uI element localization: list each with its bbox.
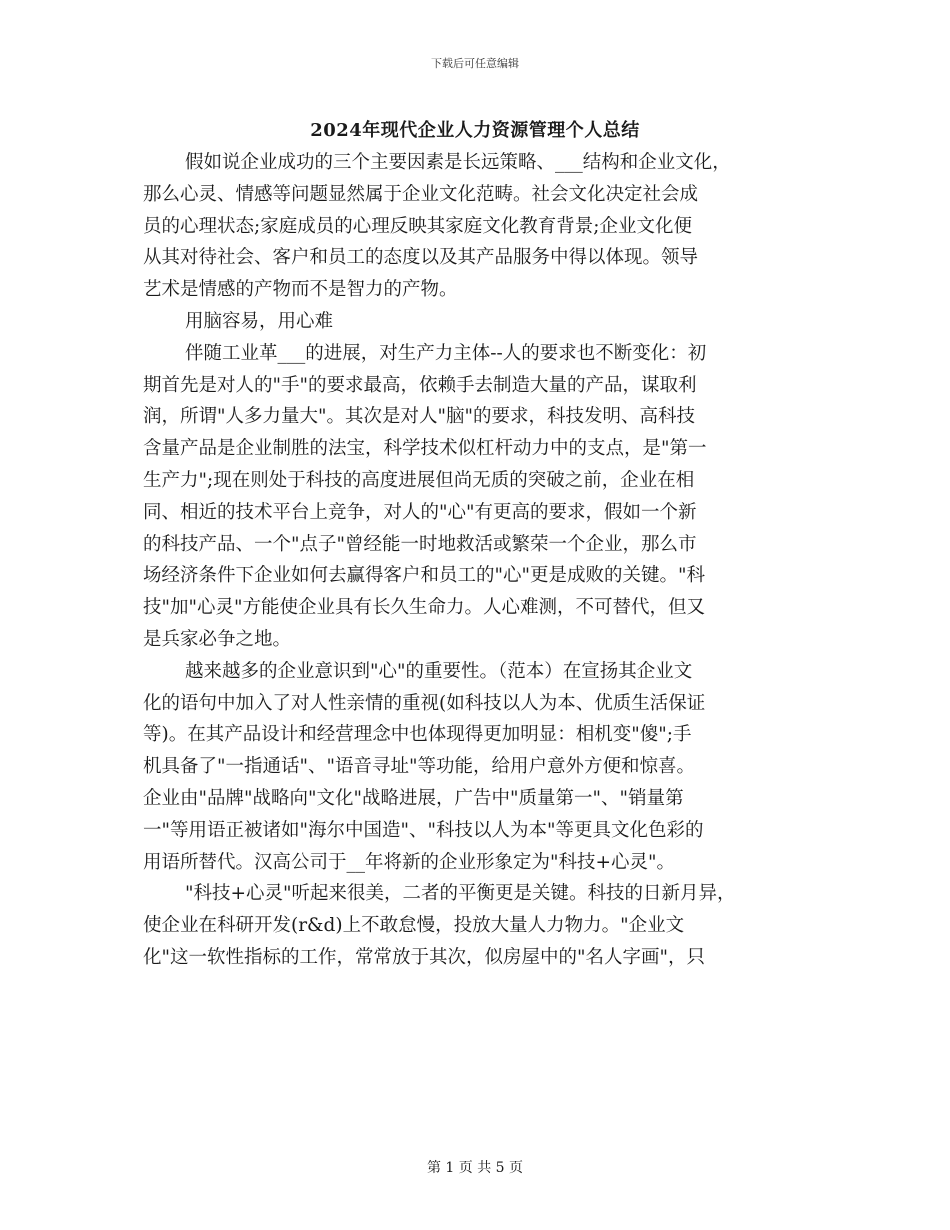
paragraph-line: 含量产品是企业制胜的法宝，科学技术似杠杆动力中的支点，是"第一: [143, 438, 707, 460]
paragraph-line: 化"这一软性指标的工作，常常放于其次，似房屋中的"名人字画"，只: [143, 946, 706, 968]
paragraph-line: 机具备了"一指通话"、"语音寻址"等功能，给用户意外方便和惊喜。: [143, 756, 696, 778]
paragraph-line: 同、相近的技术平台上竞争，对人的"心"有更高的要求，假如一个新: [143, 501, 697, 523]
document-body: [143, 147, 823, 974]
paragraph-line: 越来越多的企业意识到"心"的重要性。（范本）在宣扬其企业文: [185, 660, 693, 682]
paragraph-line: 是兵家必争之地。: [143, 628, 292, 650]
paragraph-line: 等)。在其产品设计和经营理念中也体现得更加明显：相机变"傻";手: [143, 724, 692, 746]
page-number: 第 1 页 共 5 页: [426, 1160, 524, 1176]
document-title: 2024年现代企业人力资源管理个人总结: [310, 120, 640, 141]
paragraph-line: 员的心理状态;家庭成员的心理反映其家庭文化教育背景;企业文化便: [143, 215, 692, 237]
paragraph-line: 那么心灵、情感等问题显然属于企业文化范畴。社会文化决定社会成: [143, 183, 699, 205]
paragraph-line: 企业由"品牌"战略向"文化"战略进展，广告中"质量第一"、"销量第: [143, 787, 684, 809]
paragraph-line: 生产力";现在则处于科技的高度进展但尚无质的突破之前，企业在相: [143, 469, 695, 491]
page-header: 下载后可任意编辑: [431, 57, 519, 70]
section-heading: 用脑容易，用心难: [185, 310, 334, 332]
paragraph-line: 艺术是情感的产物而不是智力的产物。: [143, 279, 458, 301]
paragraph-line: 的科技产品、一个"点子"曾经能一时地救活或繁荣一个企业，那么市: [143, 533, 697, 555]
paragraph-line: 从其对待社会、客户和员工的态度以及其产品服务中得以体现。领导: [143, 247, 699, 269]
paragraph-line: "科技+心灵"听起来很美，二者的平衡更是关键。科技的日新月异，: [185, 883, 736, 905]
paragraph-line: 化的语句中加入了对人性亲情的重视(如科技以人为本、优质生活保证: [143, 692, 706, 714]
paragraph-line: 场经济条件下企业如何去赢得客户和员工的"心"更是成败的关键。"科: [143, 565, 706, 587]
paragraph-line: 期首先是对人的"手"的要求最高，依赖手去制造大量的产品，谋取利: [143, 374, 697, 396]
paragraph-line: 一"等用语正被诸如"海尔中国造"、"科技以人为本"等更具文化色彩的: [143, 819, 704, 841]
paragraph-line: 润，所谓"人多力量大"。其次是对人"脑"的要求，科技发明、高科技: [143, 406, 696, 428]
paragraph-line: 用语所替代。汉高公司于__年将新的企业形象定为"科技+心灵"。: [143, 851, 676, 873]
paragraph-line: 技"加"心灵"方能使企业具有长久生命力。人心难测，不可替代，但又: [143, 597, 706, 619]
paragraph-line: 伴随工业革___的进展，对生产力主体--人的要求也不断变化：初: [185, 342, 707, 364]
paragraph-line: 假如说企业成功的三个主要因素是长远策略、___结构和企业文化，: [185, 152, 731, 173]
paragraph-line: 使企业在科研开发(r&d)上不敢怠慢，投放大量人力物力。"企业文: [143, 915, 685, 937]
